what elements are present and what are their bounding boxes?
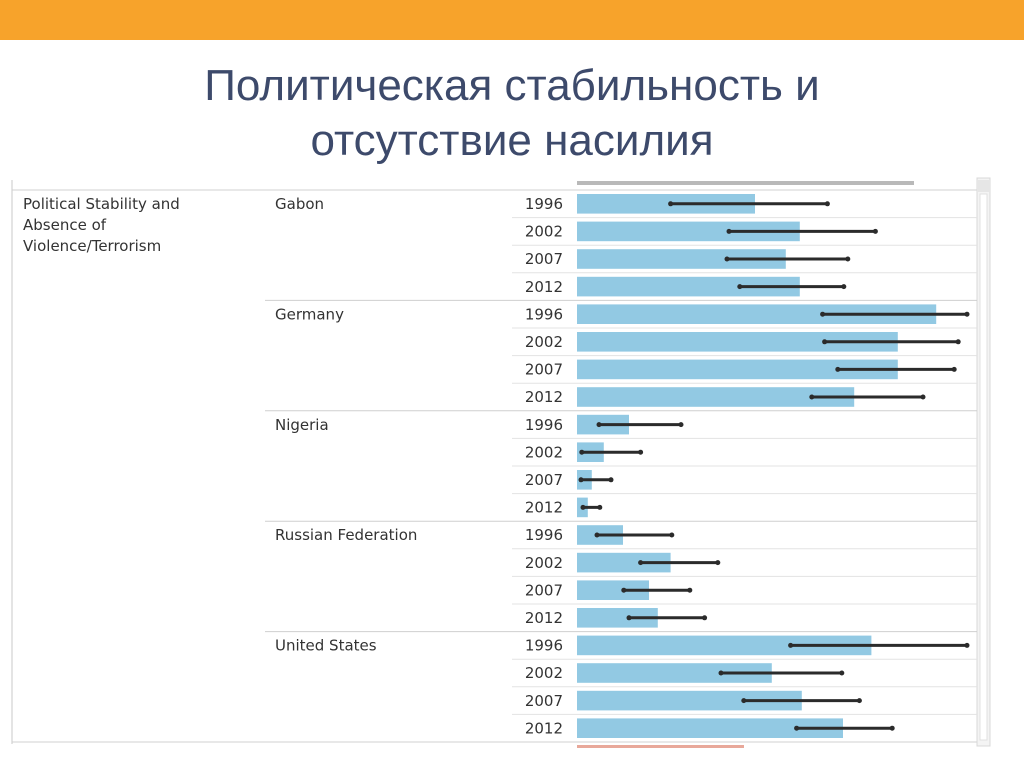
footer-accent-strip	[577, 745, 744, 748]
interval-low-cap	[638, 560, 643, 565]
interval-high-cap	[857, 698, 862, 703]
interval-low-cap	[725, 257, 730, 262]
indicator-name-line-2: Absence of	[23, 216, 107, 234]
scroll-up-arrow[interactable]	[978, 180, 989, 192]
year-label: 2012	[524, 277, 563, 296]
interval-low-cap	[727, 229, 732, 234]
interval-low-cap	[581, 505, 586, 510]
year-label: 2002	[524, 222, 563, 241]
interval-high-cap	[638, 450, 643, 455]
slide-title-line-1: Политическая стабильность и	[204, 61, 820, 110]
year-label: 1996	[524, 526, 563, 545]
year-label: 2007	[524, 471, 563, 489]
interval-high-cap	[687, 588, 692, 593]
interval-high-cap	[597, 505, 602, 510]
year-label: 2012	[524, 388, 563, 407]
interval-high-cap	[956, 339, 961, 344]
header-gray-strip	[577, 181, 914, 185]
interval-low-cap	[579, 450, 584, 455]
country-label: Nigeria	[275, 415, 329, 434]
interval-high-cap	[873, 229, 878, 234]
scrollbar-track[interactable]	[980, 194, 987, 740]
indicator-name-line-1: Political Stability and	[23, 195, 180, 213]
interval-high-cap	[845, 257, 850, 262]
table-rows	[265, 194, 977, 738]
year-label: 2012	[524, 609, 563, 627]
year-label: 2002	[524, 443, 563, 462]
interval-low-cap	[809, 395, 814, 400]
slide-title-line-2: отсутствие насилия	[310, 116, 714, 165]
interval-high-cap	[965, 643, 970, 648]
interval-low-cap	[597, 422, 602, 427]
country-label: Gabon	[275, 195, 325, 213]
year-label: 2007	[524, 691, 563, 710]
year-label: 2002	[524, 553, 563, 572]
year-label: 2007	[524, 250, 563, 269]
interval-low-cap	[835, 367, 840, 372]
interval-low-cap	[595, 533, 600, 538]
interval-low-cap	[820, 312, 825, 317]
year-label: 1996	[524, 636, 563, 655]
interval-high-cap	[890, 726, 895, 731]
interval-low-cap	[627, 615, 632, 620]
interval-low-cap	[794, 726, 799, 731]
interval-low-cap	[741, 698, 746, 703]
interval-high-cap	[841, 284, 846, 289]
interval-high-cap	[679, 422, 684, 427]
year-label: 2012	[524, 719, 563, 738]
country-label: Russian Federation	[275, 526, 418, 545]
interval-low-cap	[579, 477, 584, 482]
year-label: 2012	[524, 498, 563, 517]
year-label: 2007	[524, 581, 563, 600]
interval-low-cap	[668, 201, 673, 206]
interval-high-cap	[965, 312, 970, 317]
year-label: 1996	[524, 195, 563, 213]
indicator-name-line-3: Violence/Terrorism	[23, 237, 162, 255]
year-label: 1996	[524, 305, 563, 324]
interval-high-cap	[715, 560, 720, 565]
year-label: 2002	[524, 333, 563, 351]
interval-low-cap	[788, 643, 793, 648]
interval-high-cap	[952, 367, 957, 372]
year-label: 1996	[524, 415, 563, 434]
interval-high-cap	[702, 615, 707, 620]
interval-high-cap	[921, 395, 926, 400]
country-label: Germany	[275, 305, 344, 324]
interval-high-cap	[669, 533, 674, 538]
interval-high-cap	[839, 671, 844, 676]
interval-low-cap	[719, 671, 724, 676]
interval-high-cap	[609, 477, 614, 482]
year-label: 2002	[524, 664, 563, 683]
country-label: United States	[275, 636, 377, 655]
interval-high-cap	[825, 201, 830, 206]
interval-low-cap	[621, 588, 626, 593]
interval-low-cap	[737, 284, 742, 289]
year-label: 2007	[524, 360, 563, 379]
interval-low-cap	[822, 339, 827, 344]
